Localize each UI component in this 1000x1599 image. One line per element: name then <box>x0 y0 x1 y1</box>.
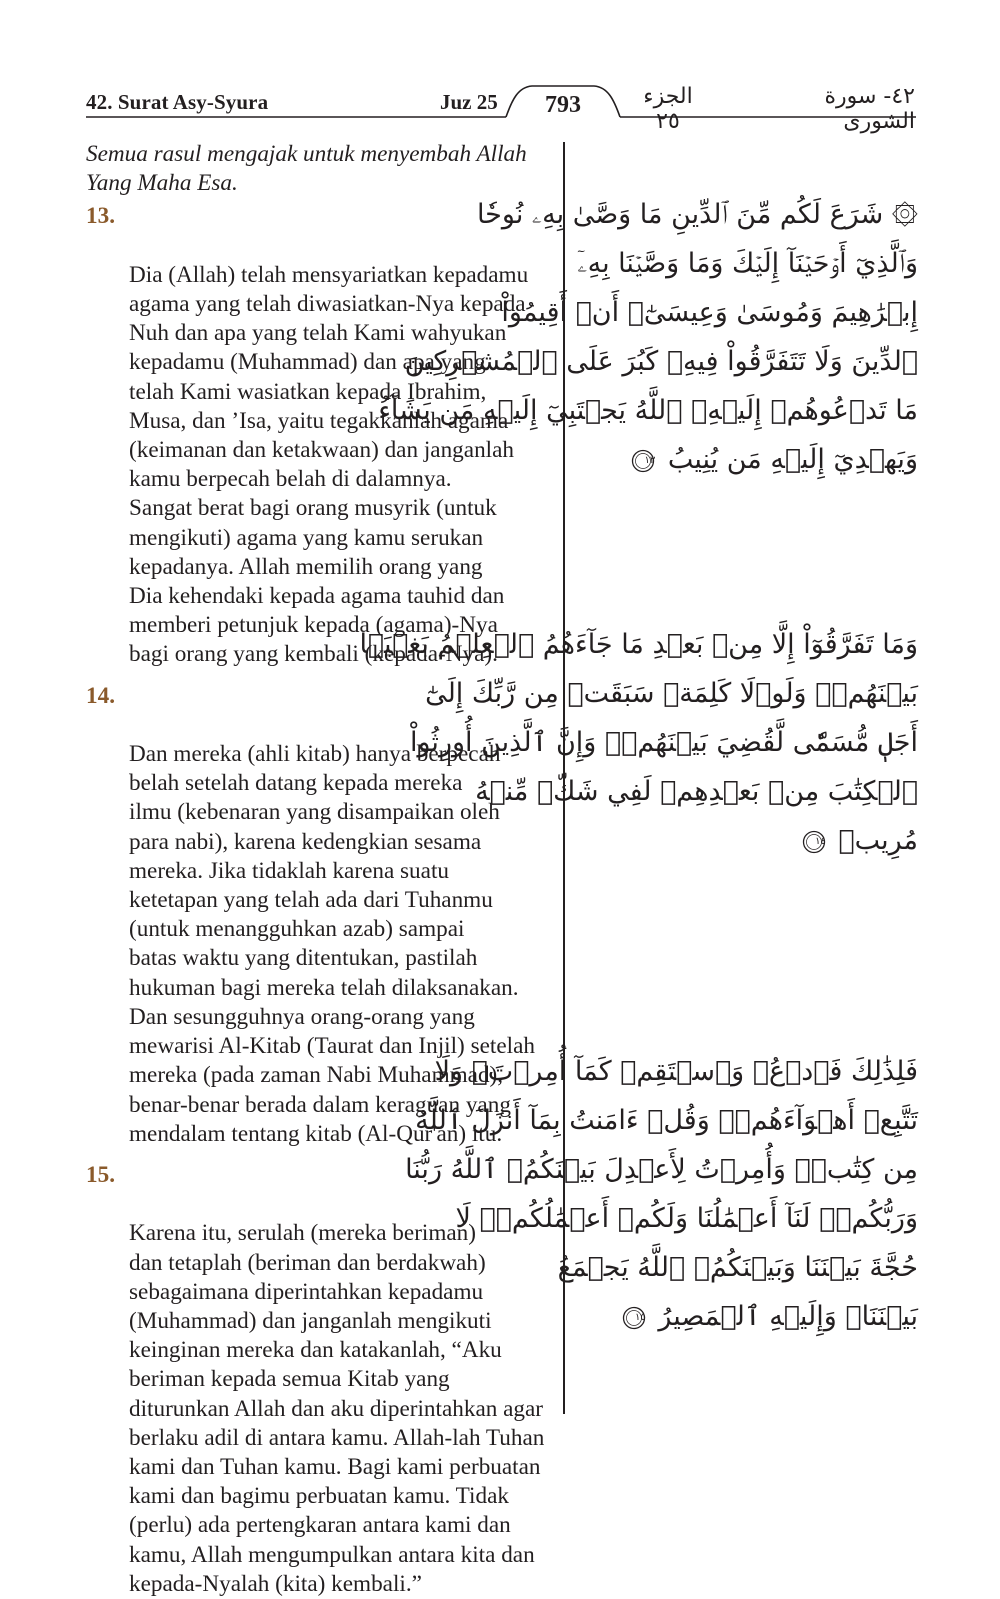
arabic-line: ۞ شَرَعَ لَكُم مِّنَ ٱلدِّينِ مَا وَصَّىٰ بِهِۦ نُوحٗا <box>476 199 918 230</box>
arabic-line: ٱلۡكِتَٰبَ مِنۢ بَعۡدِهِمۡ لَفِي شَكّٖ مِّنۡهُ <box>475 776 918 807</box>
page-number: 793 <box>545 92 581 118</box>
surah-title-arabic: ٤٢- سورة الشورى <box>824 84 915 134</box>
verse-translation: Dan mereka (ahli kitab) hanya berpecah belah setelah datang kepada mereka ilmu (kebenaran yang disampaikan oleh para nabi), karena kedengkian sesama mereka. Jika tidaklah karena suatu ketetapan yang telah ada dari Tuhanmu (untuk menangguhkan azab) sampai batas waktu yang ditentukan, pastilah hukuman bagi mereka telah dilaksanakan. Dan sesungguhnya orang-orang yang mewarisi Al-Kitab (Taurat dan Injil) setelah mereka (pada zaman Nabi Muhammad), benar-benar berada dalam keraguan yang mendalam tentang kitab (Al-Qur'an) itu. <box>129 741 535 1147</box>
arabic-line-text: مُرِيبٖ <box>838 825 918 856</box>
arabic-line: مَا تَدۡعُوهُمۡ إِلَيۡهِۚ ٱللَّهُ يَجۡتَبِيٓ إِلَيۡهِ مَن يَشَآءُ <box>378 395 918 426</box>
arabic-line-text: بَيۡنَنَاۖ وَإِلَيۡهِ ٱلۡمَصِيرُ <box>658 1301 918 1332</box>
juz-label-latin: Juz 25 <box>440 90 498 114</box>
arabic-line: وَمَا تَفَرَّقُوٓاْ إِلَّا مِنۢ بَعۡدِ مَا جَآءَهُمُ ٱلۡعِلۡمُ بَغۡيَۢا <box>359 629 918 660</box>
arabic-line: وَٱلَّذِيٓ أَوۡحَيۡنَآ إِلَيۡكَ وَمَا وَصَّيۡنَا بِهِۦٓ <box>577 248 918 279</box>
verse-number: 13. <box>86 203 115 230</box>
arabic-line: تَتَّبِعۡ أَهۡوَآءَهُمۡۖ وَقُلۡ ءَامَنتُ بِمَآ أَنزَلَ ٱللَّهُ <box>415 1105 918 1136</box>
arabic-line-last <box>600 1292 918 1341</box>
verse-translation: Dia (Allah) telah mensyariatkan kepadamu agama yang telah diwasiatkan-Nya kepada Nuh dan apa yang telah Kami wahyukan kepadamu (Muhammad) dan apa yang telah Kami wasiatkan kepada Ibrahim, Musa, dan ’Isa, yaitu tegakkanlah agama (keimanan dan ketakwaan) dan janganlah kamu berpecah belah di dalamnya. Sangat berat bagi orang musyrik (untuk mengikuti) agama yang kamu serukan kepadanya. Allah memilih orang yang Dia kehendaki kepada agama tauhid dan memberi petunjuk kepada (agama)-Nya bagi orang yang kembali (kepada-Nya). <box>129 261 529 668</box>
arabic-line: حُجَّةَ بَيۡنَنَا وَبَيۡنَكُمُۖ ٱللَّهُ يَجۡمَعُ <box>557 1252 918 1283</box>
arabic-verse-14 <box>359 620 918 865</box>
arabic-line: مِن كِتَٰبٖۖ وَأُمِرۡتُ لِأَعۡدِلَ بَيۡنَكُمُۖ ٱللَّهُ رَبُّنَا <box>405 1154 918 1185</box>
arabic-line: أَجَلٖ مُّسَمّٗى لَّقُضِيَ بَيۡنَهُمۡۚ وَإِنَّ ٱلَّذِينَ أُورِثُواْ <box>409 727 918 758</box>
arabic-line: بَيۡنَهُمۡۚ وَلَوۡلَا كَلِمَةٞ سَبَقَتۡ مِن رَّبِّكَ إِلَىٰٓ <box>425 678 918 709</box>
arabic-line-text: وَيَهۡدِيٓ إِلَيۡهِ مَن يُنِيبُ <box>667 444 918 475</box>
verse-13 <box>86 202 564 669</box>
juz-label-arabic: الجزء ٢٥ <box>643 84 693 134</box>
ayah-marker-icon <box>802 830 826 854</box>
arabic-line-last <box>600 435 918 484</box>
verse-translation: Karena itu, serulah (mereka beriman) dan tetaplah (beriman dan berdakwah) sebagaimana diperintahkan kepadamu (Muhammad) dan janganlah mengikuti keinginan mereka dan katakanlah, “Aku beriman kepada semua Kitab yang diturunkan Allah dan aku diperintahkan agar berlaku adil di antara kamu. Allah-lah Tuhan kami dan Tuhan kamu. Bagi kami perbuatan kami dan bagimu perbuatan kamu. Tidak (perlu) ada pertengkaran antara kami dan kamu, Allah mengumpulkan antara kita dan kepada-Nyalah (kita) kembali.” <box>129 1220 545 1597</box>
ayah-marker-icon <box>631 449 655 473</box>
section-title: Semua rasul mengajak untuk menyembah Allah Yang Maha Esa. <box>86 141 527 197</box>
verse-number: 15. <box>86 1161 115 1188</box>
ayah-marker-number: ١٥ <box>634 1311 646 1323</box>
surah-title-latin: 42. Surat Asy-Syura <box>86 90 269 114</box>
arabic-line: إِبۡرَٰهِيمَ وَمُوسَىٰ وَعِيسَىٰٓۖ أَنۡ أَقِيمُواْ <box>501 297 918 328</box>
verse-number: 14. <box>86 682 115 709</box>
arabic-line-last <box>600 816 918 865</box>
ayah-marker-number: ١٤ <box>815 835 826 847</box>
ayah-marker-icon <box>622 1306 646 1330</box>
page-header <box>0 0 1000 134</box>
arabic-line: ٱلدِّينَ وَلَا تَتَفَرَّقُواْ فِيهِۚ كَبُرَ عَلَى ٱلۡمُشۡرِكِينَ <box>404 346 918 377</box>
ayah-marker-number: ١٣ <box>644 454 656 466</box>
arabic-verse-13 <box>378 190 918 484</box>
arabic-verse-15 <box>405 1047 918 1341</box>
arabic-line: فَلِذَٰلِكَ فَٱدۡعُۖ وَٱسۡتَقِمۡ كَمَآ أُمِرۡتَۖ وَلَا <box>434 1056 918 1087</box>
arabic-line: وَرَبُّكُمۡۖ لَنَآ أَعۡمَٰلُنَا وَلَكُمۡ أَعۡمَٰلُكُمۡۖ لَا <box>455 1203 918 1234</box>
